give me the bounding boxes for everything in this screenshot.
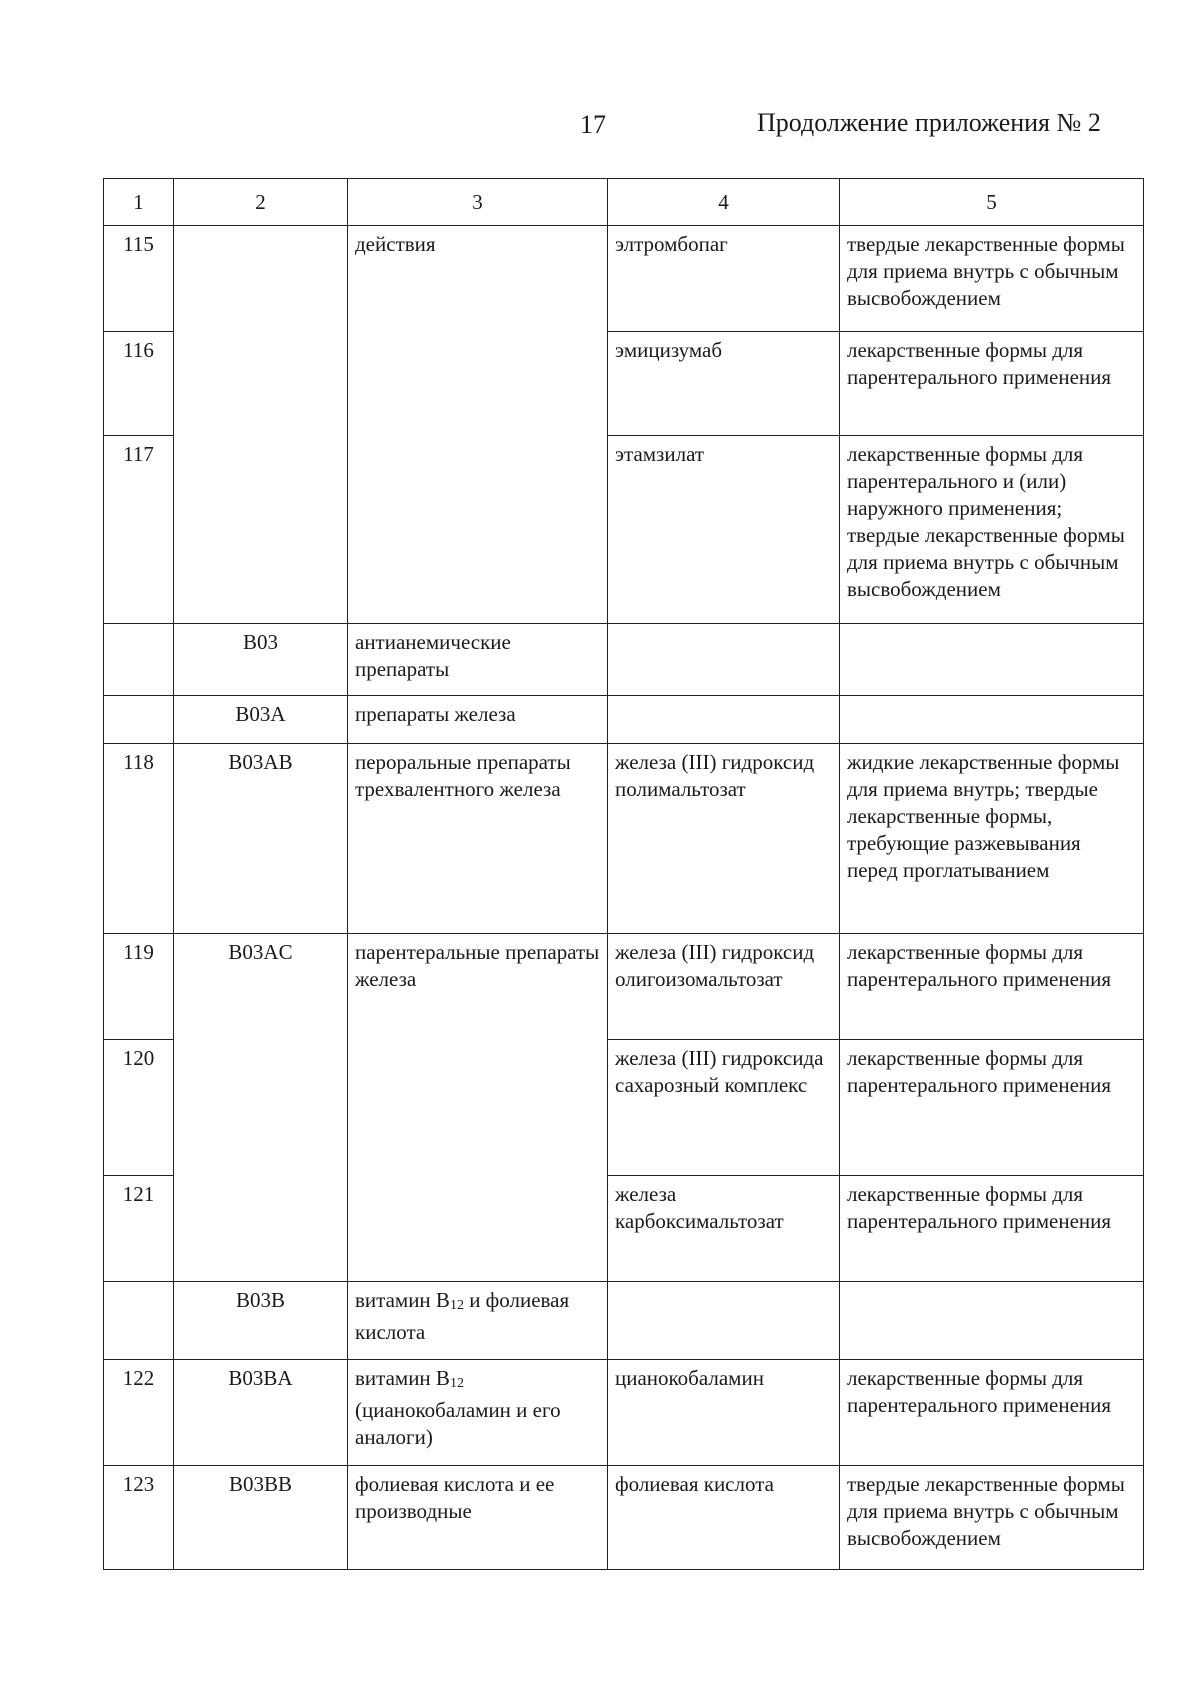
drug-name (608, 1282, 840, 1360)
row-number: 120 (104, 1040, 174, 1176)
drug-name: цианокобаламин (608, 1360, 840, 1466)
column-header: 3 (348, 179, 608, 226)
group-name: парентеральные препараты железа (348, 934, 608, 1282)
table-row (104, 1360, 1144, 1466)
appendix-header: Продолжение приложения № 2 (757, 108, 1101, 137)
drug-name: фолиевая кислота (608, 1466, 840, 1570)
dosage-form (840, 696, 1144, 744)
atc-code: B03AB (174, 744, 348, 934)
row-number: 116 (104, 332, 174, 436)
atc-code: B03AC (174, 934, 348, 1282)
group-name: действия (348, 226, 608, 624)
group-name: пероральные препараты трехвалентного железа (348, 744, 608, 934)
group-text: (цианокобаламин и его аналоги) (355, 1398, 561, 1449)
table-row (104, 696, 1144, 744)
group-name (348, 1282, 608, 1360)
header-row (104, 179, 1144, 226)
drug-name: эмицизумаб (608, 332, 840, 436)
row-number: 119 (104, 934, 174, 1040)
group-name (348, 1360, 608, 1466)
group-name: фолиевая кислота и ее производные (348, 1466, 608, 1570)
group-subscript: 12 (449, 1376, 464, 1391)
group-name: антианемические препараты (348, 624, 608, 696)
row-number: 115 (104, 226, 174, 332)
dosage-form: лекарственные формы для парентерального применения (840, 934, 1144, 1040)
medication-table (103, 178, 1144, 1570)
row-number (104, 696, 174, 744)
column-header: 1 (104, 179, 174, 226)
atc-code: B03BB (174, 1466, 348, 1570)
atc-code: B03 (174, 624, 348, 696)
row-number (104, 1282, 174, 1360)
table-row (104, 1466, 1144, 1570)
row-number: 122 (104, 1360, 174, 1466)
table-row (104, 934, 1144, 1040)
row-number: 121 (104, 1176, 174, 1282)
row-number (104, 624, 174, 696)
column-header: 2 (174, 179, 348, 226)
page-number: 17 (580, 110, 606, 139)
group-text: витамин B (355, 1288, 450, 1312)
row-number: 117 (104, 436, 174, 624)
table-row (104, 744, 1144, 934)
drug-name (608, 696, 840, 744)
table-row (104, 226, 1144, 332)
dosage-form: лекарственные формы для парентерального применения (840, 1040, 1144, 1176)
dosage-form: жидкие лекарственные формы для приема внутрь; твердые лекарственные формы, требующие разжевывания перед проглатыванием (840, 744, 1144, 934)
dosage-form: твердые лекарственные формы для приема внутрь с обычным высвобождением (840, 226, 1144, 332)
drug-name (608, 624, 840, 696)
group-name: препараты железа (348, 696, 608, 744)
group-subscript: 12 (449, 1298, 464, 1313)
table-row (104, 1282, 1144, 1360)
row-number: 123 (104, 1466, 174, 1570)
column-header: 5 (840, 179, 1144, 226)
drug-name: железа (III) гидроксид олигоизомальтозат (608, 934, 840, 1040)
dosage-form: лекарственные формы для парентерального и (или) наружного применения; твердые лекарственные формы для приема внутрь с обычным высвобождением (840, 436, 1144, 624)
dosage-form: лекарственные формы для парентерального применения (840, 332, 1144, 436)
drug-name: железа (III) гидроксида сахарозный комплекс (608, 1040, 840, 1176)
atc-code (174, 226, 348, 624)
atc-code: B03BA (174, 1360, 348, 1466)
drug-name: железа карбоксимальтозат (608, 1176, 840, 1282)
row-number: 118 (104, 744, 174, 934)
group-text: и фолиевая кислота (355, 1288, 570, 1344)
dosage-form (840, 624, 1144, 696)
atc-code: B03A (174, 696, 348, 744)
dosage-form: лекарственные формы для парентерального применения (840, 1360, 1144, 1466)
dosage-form (840, 1282, 1144, 1360)
dosage-form: твердые лекарственные формы для приема внутрь с обычным высвобождением (840, 1466, 1144, 1570)
drug-name: элтромбопаг (608, 226, 840, 332)
column-header: 4 (608, 179, 840, 226)
drug-name: этамзилат (608, 436, 840, 624)
drug-name: железа (III) гидроксид полимальтозат (608, 744, 840, 934)
group-text: витамин B (355, 1366, 450, 1390)
dosage-form: лекарственные формы для парентерального применения (840, 1176, 1144, 1282)
atc-code: B03B (174, 1282, 348, 1360)
table-row (104, 624, 1144, 696)
